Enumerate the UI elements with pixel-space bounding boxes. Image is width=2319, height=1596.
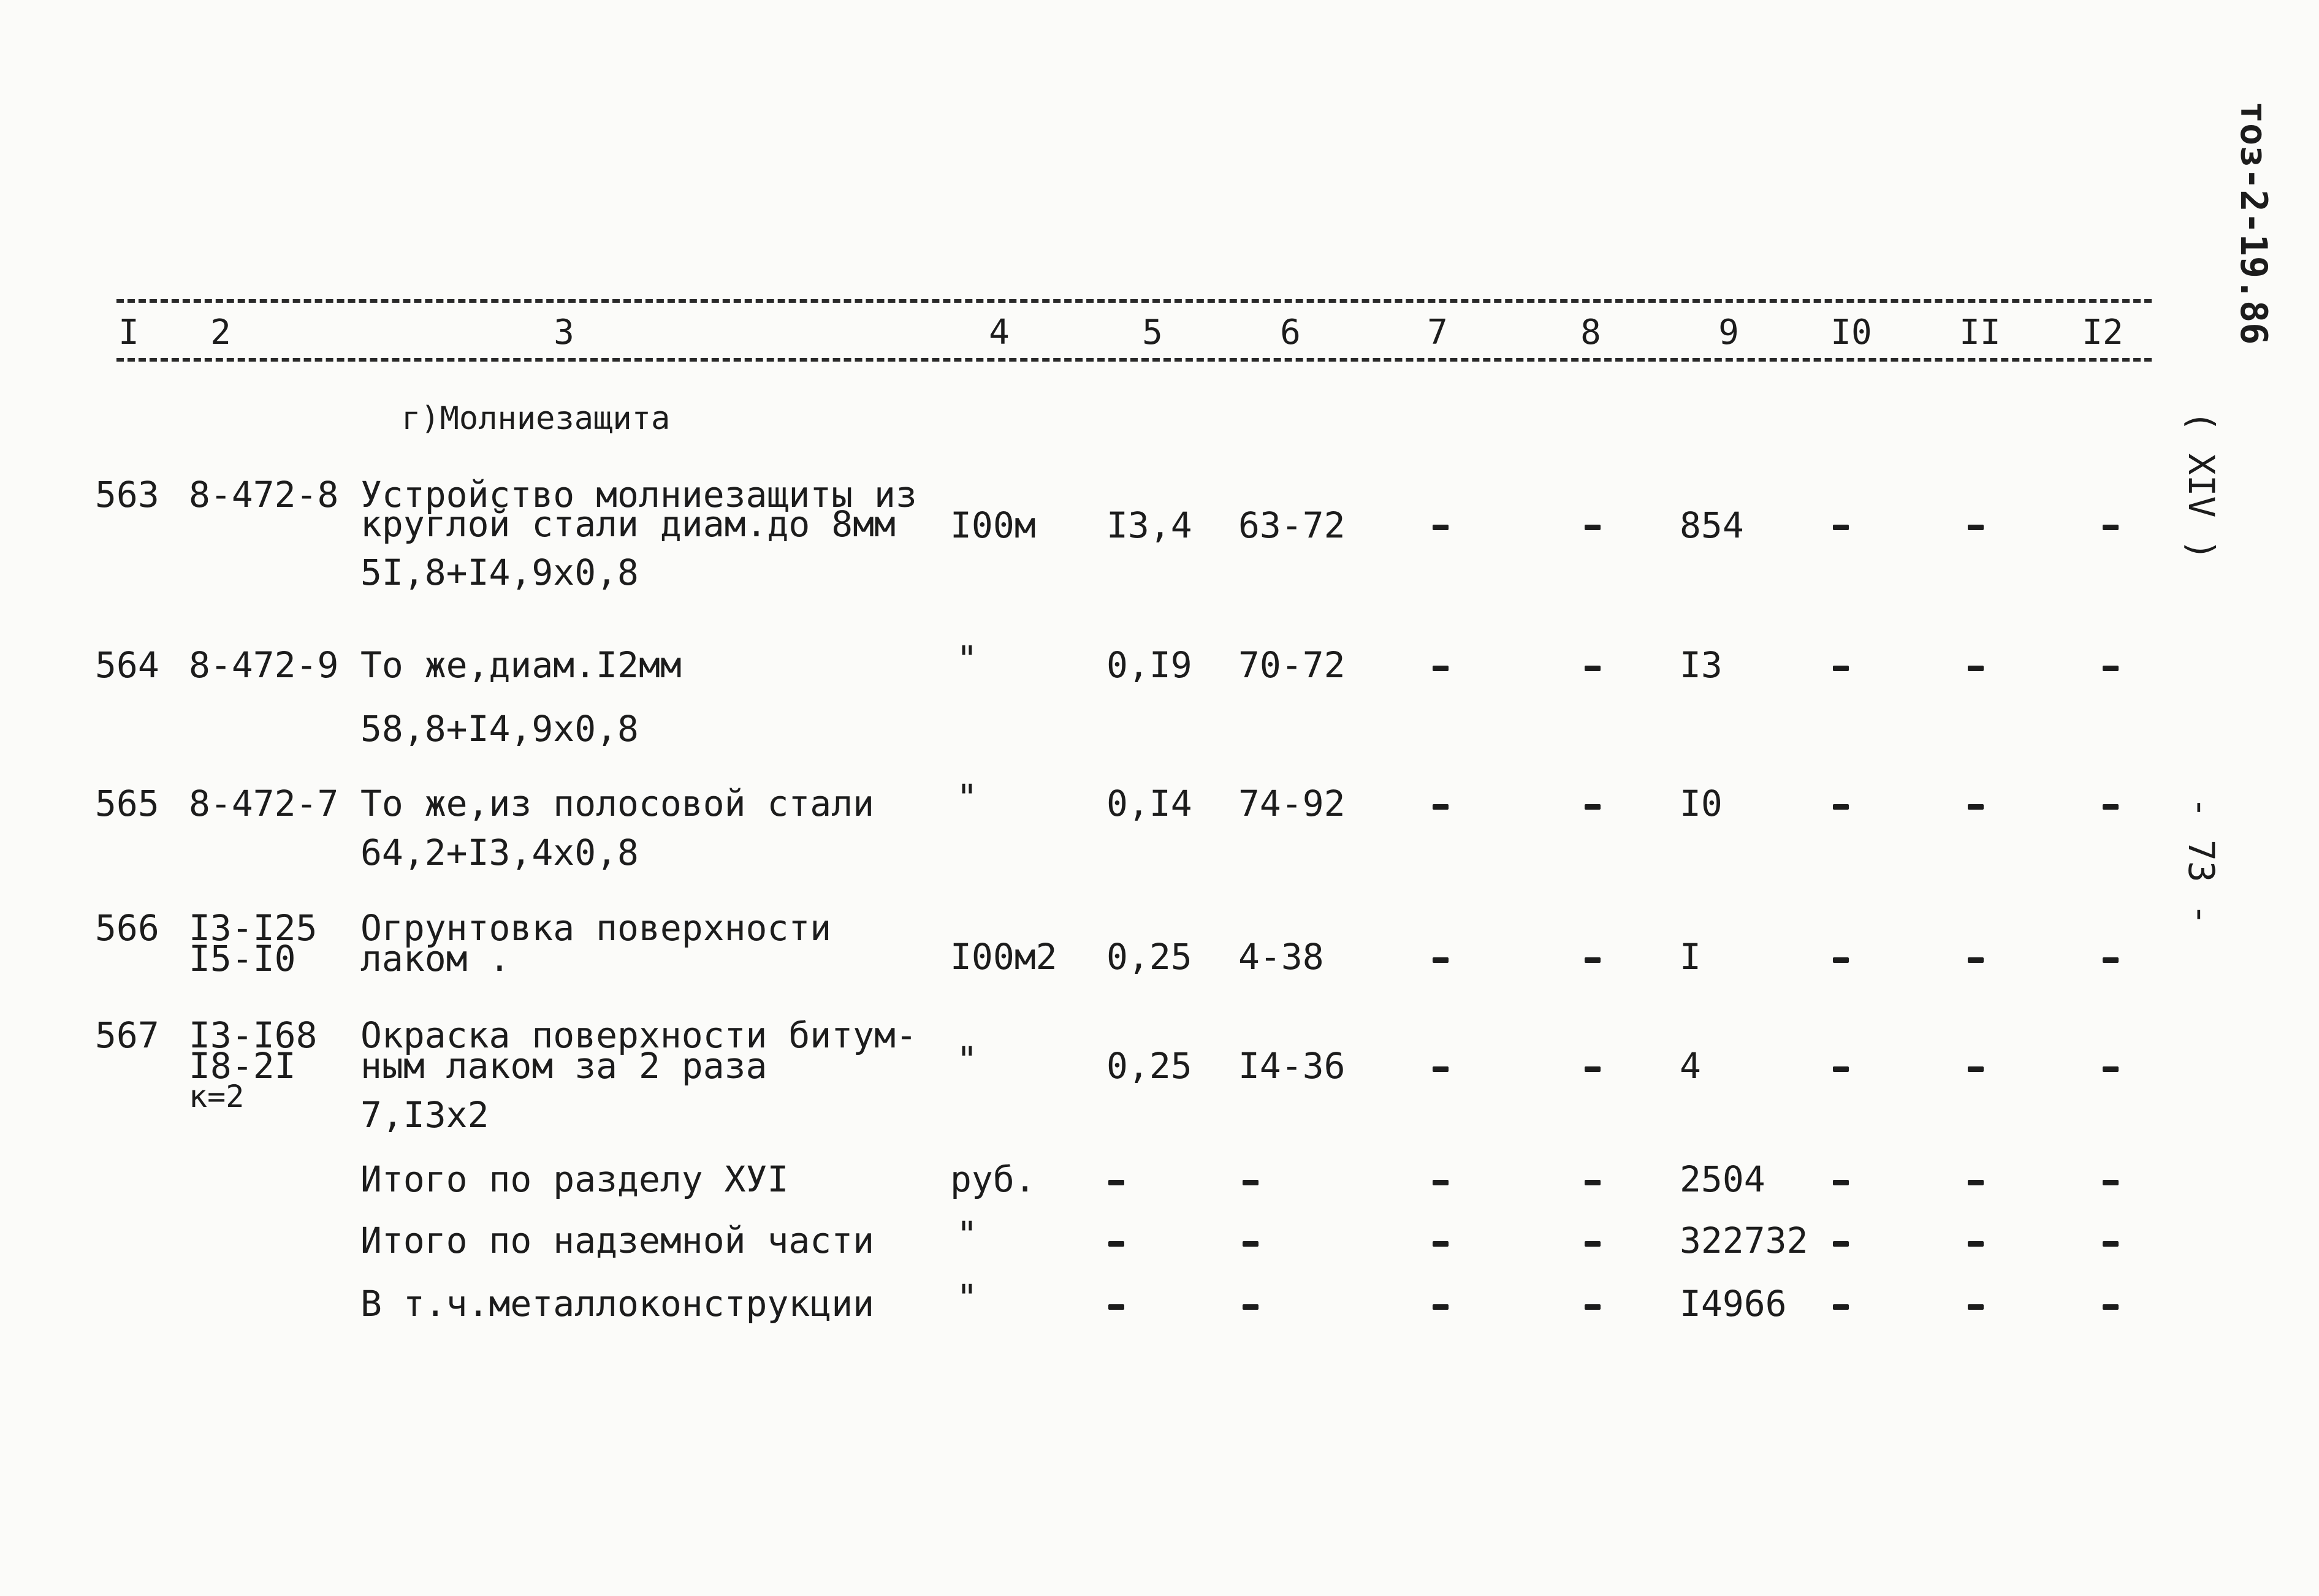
dash-c11 <box>1968 666 1984 671</box>
dash-c11 <box>1968 957 1984 963</box>
row-name: лаком . <box>360 938 511 979</box>
row-total: 4 <box>1680 1045 1701 1087</box>
row-total: I <box>1680 936 1701 978</box>
row-unit: I00м <box>950 504 1036 546</box>
row-name: Огрунтовка поверхности <box>360 907 832 949</box>
row-name: круглой стали диам.до 8мм <box>360 503 896 545</box>
row-code: 8-472-7 <box>189 783 339 824</box>
row-name: То же,диам.I2мм <box>360 644 682 686</box>
dash-c8 <box>1585 1180 1601 1185</box>
dash-c11 <box>1968 1180 1984 1185</box>
dash-c8 <box>1585 666 1601 671</box>
row-code: I5-I0 <box>189 938 296 979</box>
row-total: I3 <box>1680 644 1723 686</box>
row-total: I0 <box>1680 783 1723 824</box>
total-unit: " <box>956 1277 978 1318</box>
row-unit: " <box>956 638 978 680</box>
row-name: Окраска поверхности битум- <box>360 1014 917 1056</box>
dash-c7 <box>1433 1066 1449 1072</box>
dash-c11 <box>1968 1304 1984 1310</box>
total-value: 322732 <box>1680 1220 1808 1261</box>
row-unit: " <box>956 777 978 818</box>
dash-c12 <box>2103 957 2119 963</box>
row-code: I3-I25 <box>189 907 318 949</box>
dash-c11 <box>1968 1241 1984 1247</box>
row-number: 565 <box>95 783 159 824</box>
dash-c5 <box>1108 1180 1124 1185</box>
row-code: 8-472-8 <box>189 474 339 515</box>
dash-c11 <box>1968 525 1984 530</box>
section-roman-numeral: ( XIV ) <box>2180 411 2222 561</box>
dash-c12 <box>2103 1304 2119 1310</box>
dash-c10 <box>1833 804 1849 810</box>
dash-c7 <box>1433 957 1449 963</box>
dash-c7 <box>1433 1304 1449 1310</box>
dash-c10 <box>1833 666 1849 671</box>
dash-c6 <box>1243 1241 1259 1247</box>
row-qty: 0,25 <box>1106 1045 1192 1087</box>
dash-c10 <box>1833 1180 1849 1185</box>
dash-c12 <box>2103 525 2119 530</box>
row-price: 4-38 <box>1238 936 1324 978</box>
dash-c6 <box>1243 1304 1259 1310</box>
col-header-1: I <box>118 313 139 352</box>
col-header-11: II <box>1959 313 2001 352</box>
dash-c7 <box>1433 666 1449 671</box>
row-calc: 7,I3x2 <box>360 1094 489 1136</box>
dash-c11 <box>1968 1066 1984 1072</box>
dash-c10 <box>1833 1066 1849 1072</box>
col-header-9: 9 <box>1718 313 1739 352</box>
row-price: 70-72 <box>1238 644 1346 686</box>
dash-c8 <box>1585 957 1601 963</box>
dash-c8 <box>1585 1304 1601 1310</box>
header-bottom-rule <box>116 358 2152 362</box>
row-code: 8-472-9 <box>189 644 339 686</box>
row-calc: 58,8+I4,9x0,8 <box>360 708 639 750</box>
dash-c7 <box>1433 804 1449 810</box>
row-code: I8-2I <box>189 1045 296 1087</box>
total-value: I4966 <box>1680 1283 1787 1324</box>
row-qty: 0,25 <box>1106 936 1192 978</box>
dash-c8 <box>1585 1241 1601 1247</box>
row-number: 563 <box>95 474 159 515</box>
dash-c5 <box>1108 1304 1124 1310</box>
row-name: ным лаком за 2 раза <box>360 1045 767 1087</box>
document-stamp: тоз-2-19.86 <box>2232 101 2275 345</box>
col-header-10: I0 <box>1830 313 1872 352</box>
row-price: 63-72 <box>1238 504 1346 546</box>
row-qty: I3,4 <box>1106 504 1192 546</box>
row-calc: 5I,8+I4,9x0,8 <box>360 552 639 593</box>
row-code: к=2 <box>189 1079 245 1114</box>
dash-c11 <box>1968 804 1984 810</box>
row-name: То же,из полосовой стали <box>360 783 875 824</box>
col-header-3: 3 <box>554 313 574 352</box>
dash-c10 <box>1833 1241 1849 1247</box>
dash-c8 <box>1585 1066 1601 1072</box>
row-number: 567 <box>95 1014 159 1056</box>
dash-c7 <box>1433 525 1449 530</box>
row-price: I4-36 <box>1238 1045 1346 1087</box>
total-label: Итого по разделу ХУI <box>360 1158 789 1200</box>
col-header-8: 8 <box>1580 313 1601 352</box>
dash-c6 <box>1243 1180 1259 1185</box>
col-header-5: 5 <box>1142 313 1163 352</box>
dash-c7 <box>1433 1241 1449 1247</box>
header-top-rule <box>116 299 2152 303</box>
dash-c12 <box>2103 1241 2119 1247</box>
col-header-2: 2 <box>210 313 231 352</box>
dash-c12 <box>2103 1066 2119 1072</box>
col-header-12: I2 <box>2082 313 2123 352</box>
total-unit: руб. <box>950 1158 1036 1200</box>
col-header-6: 6 <box>1280 313 1301 352</box>
dash-c12 <box>2103 804 2119 810</box>
dash-c12 <box>2103 1180 2119 1185</box>
dash-c10 <box>1833 525 1849 530</box>
row-number: 566 <box>95 907 159 949</box>
section-title: г)Молниезащита <box>402 400 671 437</box>
total-label: Итого по надземной части <box>360 1220 875 1261</box>
row-name: Устройство молниезащиты из <box>360 474 917 515</box>
col-header-4: 4 <box>989 313 1010 352</box>
row-total: 854 <box>1680 504 1744 546</box>
row-qty: 0,I4 <box>1106 783 1192 824</box>
row-unit: I00м2 <box>950 936 1057 978</box>
dash-c5 <box>1108 1241 1124 1247</box>
dash-c10 <box>1833 957 1849 963</box>
row-price: 74-92 <box>1238 783 1346 824</box>
dash-c12 <box>2103 666 2119 671</box>
dash-c7 <box>1433 1180 1449 1185</box>
row-code: I3-I68 <box>189 1014 318 1056</box>
row-unit: " <box>956 1039 978 1081</box>
row-number: 564 <box>95 644 159 686</box>
dash-c10 <box>1833 1304 1849 1310</box>
total-label: В т.ч.металлоконструкции <box>360 1283 875 1324</box>
page-number: - 73 - <box>2180 797 2222 925</box>
total-value: 2504 <box>1680 1158 1765 1200</box>
dash-c8 <box>1585 525 1601 530</box>
row-qty: 0,I9 <box>1106 644 1192 686</box>
row-calc: 64,2+I3,4x0,8 <box>360 832 639 873</box>
total-unit: " <box>956 1214 978 1255</box>
col-header-7: 7 <box>1427 313 1448 352</box>
dash-c8 <box>1585 804 1601 810</box>
